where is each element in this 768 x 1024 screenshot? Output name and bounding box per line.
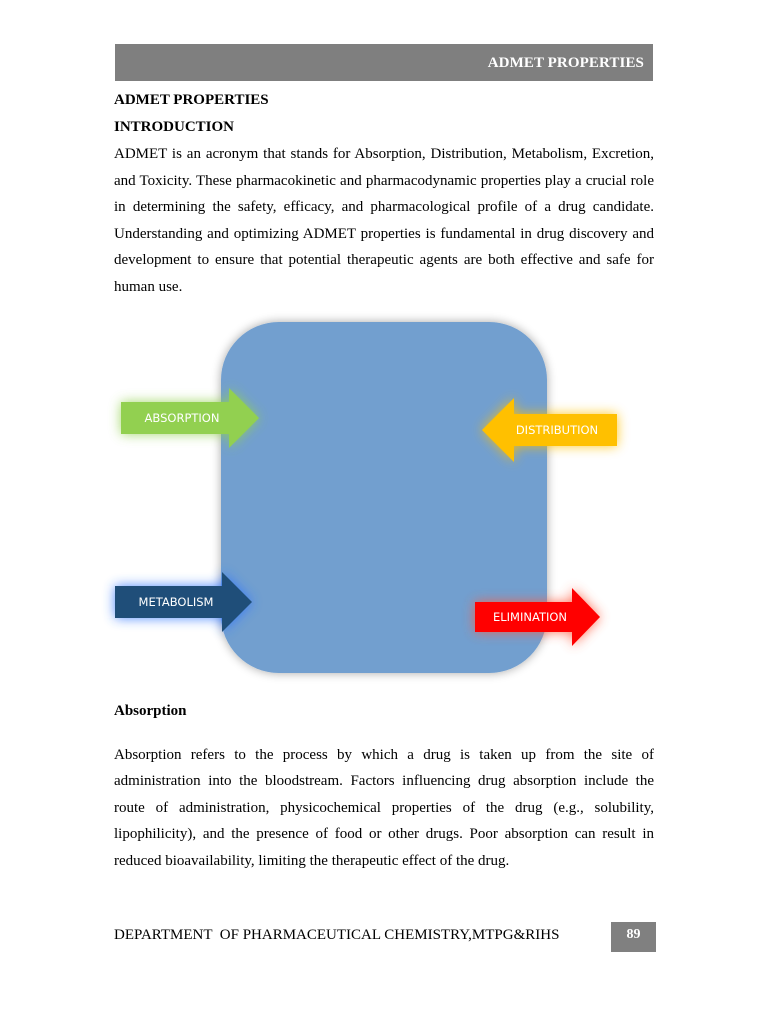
section-title: ADMET PROPERTIES	[114, 92, 269, 108]
absorption-line: Absorption refers to the process by which a drug is taken up from the site of	[114, 747, 654, 763]
intro-line: development to ensure that potential therapeutic agents are both effective and safe for	[114, 252, 654, 268]
intro-heading: INTRODUCTION	[114, 119, 235, 135]
page-number-box	[611, 922, 656, 952]
intro-line: ADMET is an acronym that stands for Absorption, Distribution, Metabolism, Excretion,	[114, 146, 654, 162]
intro-line: human use.	[114, 279, 183, 295]
intro-line: in determining the safety, efficacy, and pharmacological profile of a drug candidate.	[114, 199, 654, 215]
absorption-line: route of administration, physicochemical properties of the drug (e.g., solubility,	[114, 800, 654, 816]
distribution-label: DISTRIBUTION	[515, 423, 599, 437]
absorption-line: reduced bioavailability, limiting the therapeutic effect of the drug.	[114, 853, 510, 869]
footer-department: DEPARTMENT OF PHARMACEUTICAL CHEMISTRY,MTPG&RIHS	[114, 927, 560, 943]
elimination-label: ELIMINATION	[492, 610, 568, 624]
intro-line: and Toxicity. These pharmacokinetic and pharmacodynamic properties play a crucial role	[114, 173, 654, 189]
header-title: ADMET PROPERTIES	[487, 55, 644, 71]
absorption-line: lipophilicity), and the presence of food or other drugs. Poor absorption can result in	[114, 826, 654, 842]
metabolism-label: METABOLISM	[138, 595, 214, 609]
intro-line: Understanding and optimizing ADMET properties is fundamental in drug discovery and	[114, 226, 654, 242]
page-number: 89	[626, 927, 641, 942]
absorption-label: ABSORPTION	[144, 411, 220, 425]
absorption-heading: Absorption	[114, 703, 187, 719]
absorption-line: administration into the bloodstream. Factors influencing drug absorption include the	[114, 773, 654, 789]
